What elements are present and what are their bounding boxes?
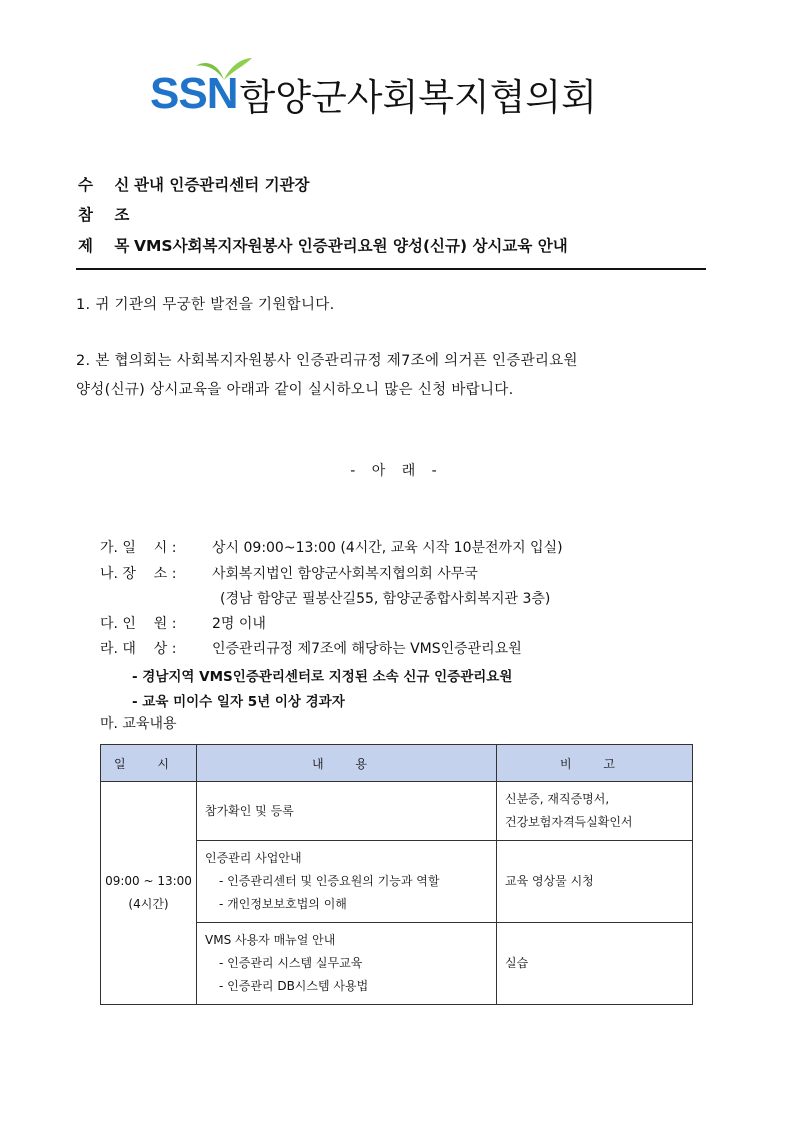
content-title: VMS 사용자 매뉴얼 안내	[205, 933, 336, 947]
leaf-icon	[194, 56, 254, 82]
content-sub: - 인증관리 DB시스템 사용법	[219, 979, 369, 993]
item-headcount-value: 2명 이내	[212, 616, 266, 632]
header-time: 일 시	[101, 745, 197, 782]
recipient-line	[78, 173, 310, 195]
target-bullet-2: - 교육 미이수 일자 5년 이상 경과자	[132, 694, 345, 710]
item-place-label: 나. 장 소 :	[100, 566, 177, 582]
item-content-label: 마. 교육내용	[100, 716, 177, 732]
content-cell	[197, 841, 497, 923]
header-note: 비 고	[497, 745, 693, 782]
paragraph-2-line1: 2. 본 협의회는 사회복지자원봉사 인증관리규정 제7조에 의거픈 인증관리요원	[76, 353, 578, 369]
note-line: 신분증, 재직증명서,	[505, 792, 610, 806]
schedule-table	[100, 744, 693, 1005]
header-content: 내 용	[197, 745, 497, 782]
table-row	[101, 782, 693, 841]
item-target	[100, 638, 522, 658]
item-place	[100, 563, 478, 583]
item-datetime	[100, 537, 563, 557]
paragraph-1: 1. 귀 기관의 무궁한 발전을 기원합니다.	[76, 297, 335, 313]
subject-line	[78, 234, 568, 256]
reference-line	[78, 203, 138, 225]
recipient-key: 수 신	[78, 176, 138, 194]
item-datetime-value: 상시 09:00~13:00 (4시간, 교육 시작 10분전까지 입실)	[212, 540, 563, 556]
ssn-logo: SSN	[150, 72, 237, 116]
time-range: 09:00 ~ 13:00	[105, 874, 192, 888]
header-divider	[76, 268, 706, 270]
recipient-value: 관내 인증관리센터 기관장	[134, 176, 310, 194]
item-headcount-label: 다. 인 원 :	[100, 616, 177, 632]
content-cell	[197, 923, 497, 1005]
time-duration: (4시간)	[128, 897, 169, 911]
note-cell	[497, 782, 693, 841]
content-sub: - 개인정보보호법의 이해	[219, 897, 347, 911]
table-header-row	[101, 745, 693, 782]
subject-value: VMS사회복지자원봉사 인증관리요원 양성(신규) 상시교육 안내	[134, 237, 568, 255]
subject-key: 제 목	[78, 237, 138, 255]
paragraph-2-line2: 양성(신규) 상시교육을 아래과 같이 실시하오니 많은 신청 바랍니다.	[76, 382, 514, 398]
time-cell	[101, 782, 197, 1005]
item-headcount	[100, 613, 266, 633]
content-cell: 참가확인 및 등록	[197, 782, 497, 841]
item-target-label: 라. 대 상 :	[100, 641, 177, 657]
content-sub: - 인증관리센터 및 인증요원의 기능과 역할	[219, 874, 440, 888]
target-bullet-1: - 경남지역 VMS인증관리센터로 지정된 소속 신규 인증관리요원	[132, 669, 513, 685]
reference-key: 참 조	[78, 206, 138, 224]
content-title: 인증관리 사업안내	[205, 851, 302, 865]
item-place-address: (경남 함양군 필봉산길55, 함양군종합사회복지관 3층)	[220, 591, 551, 607]
item-target-value: 인증관리규정 제7조에 해당하는 VMS인증관리요원	[212, 641, 522, 657]
note-line: 건강보험자격득실확인서	[505, 815, 633, 829]
notice-heading: - 아 래 -	[350, 463, 443, 479]
logo	[150, 69, 597, 119]
note-cell: 교육 영상물 시청	[497, 841, 693, 923]
org-name: 함양군사회복지협의회	[239, 76, 597, 119]
note-cell: 실습	[497, 923, 693, 1005]
item-place-value: 사회복지법인 함양군사회복지협의회 사무국	[212, 566, 478, 582]
item-datetime-label: 가. 일 시 :	[100, 540, 177, 556]
content-sub: - 인증관리 시스템 실무교육	[219, 956, 363, 970]
